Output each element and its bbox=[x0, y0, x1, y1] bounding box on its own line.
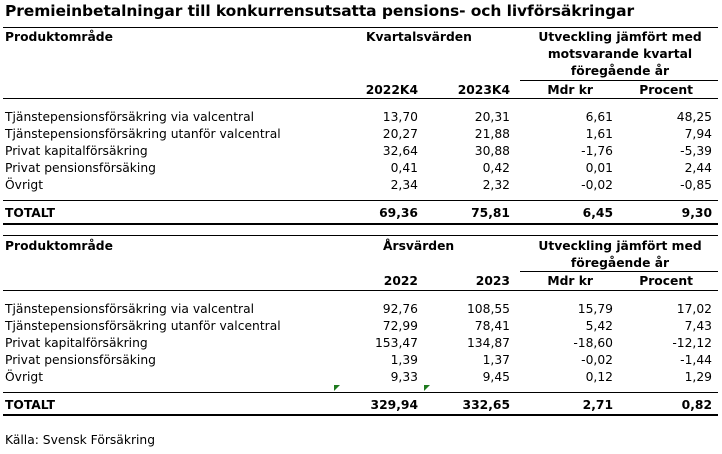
total-bottom-rule bbox=[3, 223, 718, 225]
header-bottom-rule bbox=[3, 98, 718, 99]
value-year-1: 32,64 bbox=[382, 144, 418, 158]
column-header-product: Produktområde bbox=[5, 30, 113, 44]
total-label: TOTALT bbox=[5, 398, 55, 412]
total-label: TOTALT bbox=[5, 206, 55, 220]
total-mdr: 6,45 bbox=[582, 206, 613, 220]
value-mdr: 1,61 bbox=[585, 127, 613, 141]
total-year-2: 332,65 bbox=[462, 398, 510, 412]
change-header-line-1: Utveckling jämfört med bbox=[538, 30, 702, 44]
value-year-1: 9,33 bbox=[390, 370, 418, 384]
cell-marker-icon bbox=[424, 385, 430, 391]
value-pct: 7,43 bbox=[684, 319, 712, 333]
value-mdr: 5,42 bbox=[585, 319, 613, 333]
value-pct: -0,85 bbox=[680, 178, 712, 192]
sub-header-year-2: 2023 bbox=[475, 274, 510, 288]
sub-header-year-2: 2023K4 bbox=[457, 83, 510, 97]
row-label: Tjänstepensionsförsäkring utanför valcentral bbox=[5, 319, 281, 333]
value-pct: -12,12 bbox=[672, 336, 712, 350]
column-header-product: Produktområde bbox=[5, 239, 113, 253]
value-year-1: 13,70 bbox=[382, 110, 418, 124]
value-year-2: 78,41 bbox=[474, 319, 510, 333]
value-year-2: 9,45 bbox=[482, 370, 510, 384]
sub-header-year-1: 2022 bbox=[383, 274, 418, 288]
page-title: Premieinbetalningar till konkurrensutsatta pensions- och livförsäkringar bbox=[5, 2, 635, 20]
sub-header-pct: Procent bbox=[639, 83, 693, 97]
value-mdr: -0,02 bbox=[581, 353, 613, 367]
cell-marker-icon bbox=[334, 385, 340, 391]
value-year-2: 21,88 bbox=[474, 127, 510, 141]
total-year-1: 69,36 bbox=[379, 206, 418, 220]
value-year-2: 1,37 bbox=[482, 353, 510, 367]
row-label: Tjänstepensionsförsäkring utanför valcentral bbox=[5, 127, 281, 141]
total-year-1: 329,94 bbox=[370, 398, 418, 412]
row-label: Övrigt bbox=[5, 370, 44, 384]
value-mdr: 0,12 bbox=[585, 370, 613, 384]
value-year-1: 72,99 bbox=[382, 319, 418, 333]
change-header-line-1: Utveckling jämfört med bbox=[538, 239, 702, 253]
change-header-line-2: föregående år bbox=[570, 256, 670, 270]
values-header: Kvartalsvärden bbox=[366, 30, 472, 44]
value-year-1: 20,27 bbox=[382, 127, 418, 141]
total-top-rule bbox=[3, 392, 718, 393]
value-year-2: 30,88 bbox=[474, 144, 510, 158]
total-pct: 9,30 bbox=[681, 206, 712, 220]
value-year-1: 0,41 bbox=[390, 161, 418, 175]
row-label: Övrigt bbox=[5, 178, 44, 192]
sub-header-mdr: Mdr kr bbox=[547, 83, 593, 97]
value-year-1: 92,76 bbox=[382, 302, 418, 316]
value-pct: 17,02 bbox=[676, 302, 712, 316]
value-pct: 2,44 bbox=[684, 161, 712, 175]
sub-header-mdr: Mdr kr bbox=[547, 274, 593, 288]
sub-header-pct: Procent bbox=[639, 274, 693, 288]
value-pct: 7,94 bbox=[684, 127, 712, 141]
value-mdr: -1,76 bbox=[581, 144, 613, 158]
total-mdr: 2,71 bbox=[582, 398, 613, 412]
value-pct: 48,25 bbox=[676, 110, 712, 124]
total-bottom-rule bbox=[3, 414, 718, 416]
source-note: Källa: Svensk Försäkring bbox=[5, 433, 156, 447]
value-year-2: 108,55 bbox=[466, 302, 510, 316]
value-mdr: -18,60 bbox=[573, 336, 613, 350]
row-label: Tjänstepensionsförsäkring via valcentral bbox=[5, 110, 255, 124]
row-label: Privat kapitalförsäkring bbox=[5, 144, 148, 158]
change-header-line-3: föregående år bbox=[570, 64, 670, 78]
value-mdr: 0,01 bbox=[585, 161, 613, 175]
row-label: Tjänstepensionsförsäkring via valcentral bbox=[5, 302, 255, 316]
values-header: Årsvärden bbox=[383, 239, 455, 253]
value-mdr: 6,61 bbox=[585, 110, 613, 124]
total-pct: 0,82 bbox=[681, 398, 712, 412]
row-label: Privat pensionsförsäking bbox=[5, 161, 156, 175]
value-year-2: 20,31 bbox=[474, 110, 510, 124]
value-pct: -1,44 bbox=[680, 353, 712, 367]
value-year-2: 0,42 bbox=[482, 161, 510, 175]
top-rule bbox=[3, 27, 718, 28]
row-label: Privat pensionsförsäking bbox=[5, 353, 156, 367]
top-rule bbox=[3, 235, 718, 236]
sub-header-year-1: 2022K4 bbox=[365, 83, 418, 97]
value-year-2: 2,32 bbox=[482, 178, 510, 192]
value-year-2: 134,87 bbox=[466, 336, 510, 350]
row-label: Privat kapitalförsäkring bbox=[5, 336, 148, 350]
change-header-rule bbox=[520, 271, 718, 272]
total-year-2: 75,81 bbox=[471, 206, 510, 220]
header-bottom-rule bbox=[3, 290, 718, 291]
value-year-1: 1,39 bbox=[390, 353, 418, 367]
value-pct: -5,39 bbox=[680, 144, 712, 158]
value-mdr: -0,02 bbox=[581, 178, 613, 192]
value-year-1: 2,34 bbox=[390, 178, 418, 192]
value-year-1: 153,47 bbox=[374, 336, 418, 350]
change-header-line-2: motsvarande kvartal bbox=[547, 47, 693, 61]
value-pct: 1,29 bbox=[684, 370, 712, 384]
value-mdr: 15,79 bbox=[577, 302, 613, 316]
change-header-rule bbox=[520, 80, 718, 81]
total-top-rule bbox=[3, 200, 718, 201]
